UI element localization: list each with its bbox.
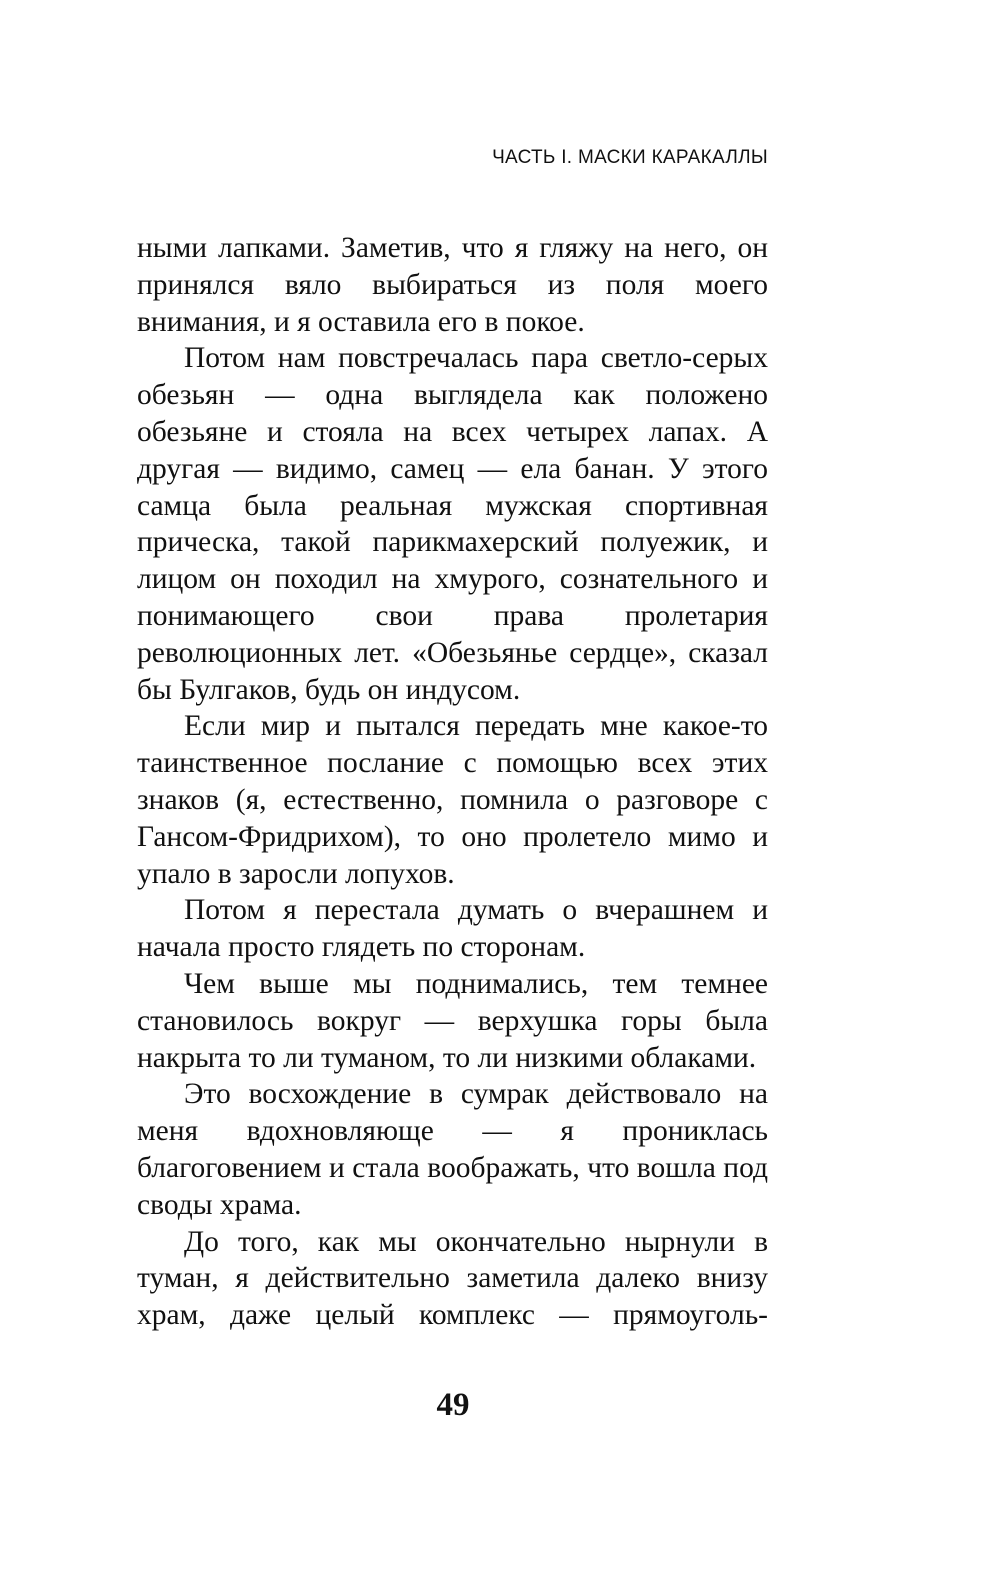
running-head: ЧАСТЬ I. МАСКИ КАРАКАЛЛЫ [492, 147, 768, 168]
paragraph-7: До того, как мы окончательно нырнули в туман, я действительно заметила далеко внизу храм, даже целый комплекс — прямоуголь- [137, 1225, 768, 1332]
paragraph-3: Если мир и пытался передать мне какое-то таинственное послание с помощью всех этих знаков (я, естественно, помнила о разговоре с Гансом-Фридрихом), то оно пролетело мимо и упало в заросли лопухов. [137, 710, 768, 890]
page-number: 49 [436, 1387, 470, 1423]
paragraph-6: Это восхождение в сумрак действовало на меня вдохновляюще — я прониклась благоговением и стала воображать, что вошла под своды храма. [137, 1078, 768, 1221]
paragraph-2: Потом нам повстречалась пара светло-серых обезьян — одна выглядела как положено обезьяне и стояла на всех четырех лапах. А другая — видимо, самец — ела банан. У этого самца была реальная мужская спортивная прическа, такой парикмахерский полуежик, и лицом он походил на хмурого, сознательного и понимающего свои права пролетария революционных лет. «Обезьянье сердце», сказал бы Булгаков, будь он индусом. [137, 342, 768, 706]
paragraph-4: Потом я перестала думать о вчерашнем и начала просто глядеть по сторонам. [137, 894, 768, 964]
paragraph-5: Чем выше мы поднимались, тем темнее становилось вокруг — верхушка горы была накрыта то ли туманом, то ли низкими облаками. [137, 967, 768, 1074]
paragraph-1: ными лапками. Заметив, что я гляжу на него, он принялся вяло выбираться из поля моего внимания, и я оставила его в покое. [137, 232, 768, 338]
body-text [137, 230, 768, 1334]
